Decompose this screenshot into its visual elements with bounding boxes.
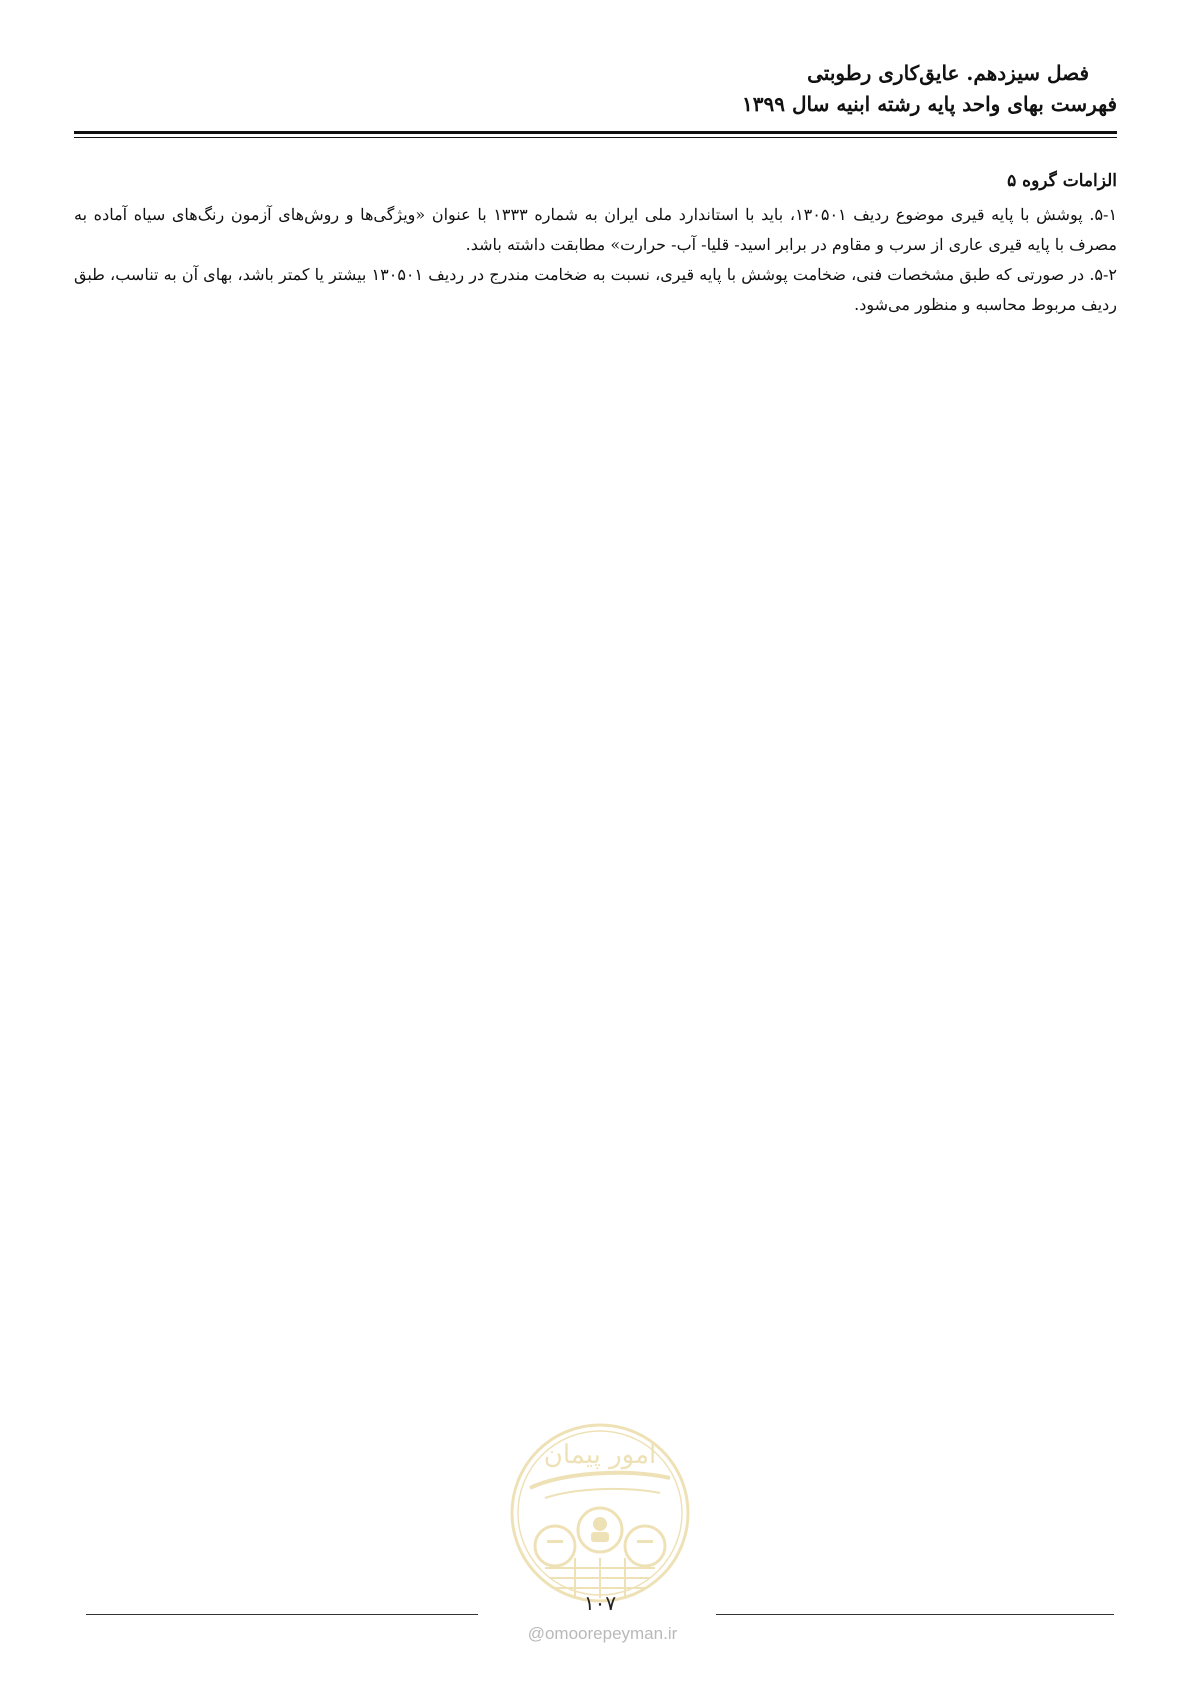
website-link[interactable]: @omoorepeyman.ir [527, 1624, 678, 1643]
footer-divider-left [86, 1614, 478, 1615]
header-divider-thin [74, 137, 1117, 138]
watermark-logo-icon [505, 1418, 695, 1608]
page-number: ۱۰۷ [583, 1591, 617, 1615]
document-title: فهرست بهای واحد پایه رشته ابنیه سال ۱۳۹۹ [742, 92, 1117, 116]
header-divider-thick [74, 131, 1117, 134]
footer-divider-right [716, 1614, 1114, 1615]
paragraph-5-1: ۵-۱. پوشش با پایه قیری موضوع ردیف ۱۳۰۵۰۱، باید با استاندارد ملی ایران به شماره ۱۳۳۳ با عنوان «ویژگی‌ها و روش‌های آزمون رنگ‌های سیاه آماده به مصرف با پایه قیری عاری از سرب و مقاوم در برابر اسید- قلیا- آب- حرارت» مطابقت داشته باشد. [74, 205, 1118, 254]
chapter-title: فصل سیزدهم. عایق‌کاری رطوبتی [807, 61, 1089, 85]
section-body [74, 166, 1117, 320]
watermark-text: امور پیمان [543, 1440, 657, 1470]
paragraph-5-2: ۵-۲. در صورتی که طبق مشخصات فنی، ضخامت پوشش با پایه قیری، نسبت به ضخامت مندرج در ردیف ۱۳۰۵۰۱ بیشتر یا کمتر باشد، بهای آن به تناسب، طبق ردیف مربوط محاسبه و منظور می‌شود. [74, 265, 1117, 314]
section-title: الزامات گروه ۵ [1007, 171, 1117, 191]
page-header [77, 58, 1117, 120]
